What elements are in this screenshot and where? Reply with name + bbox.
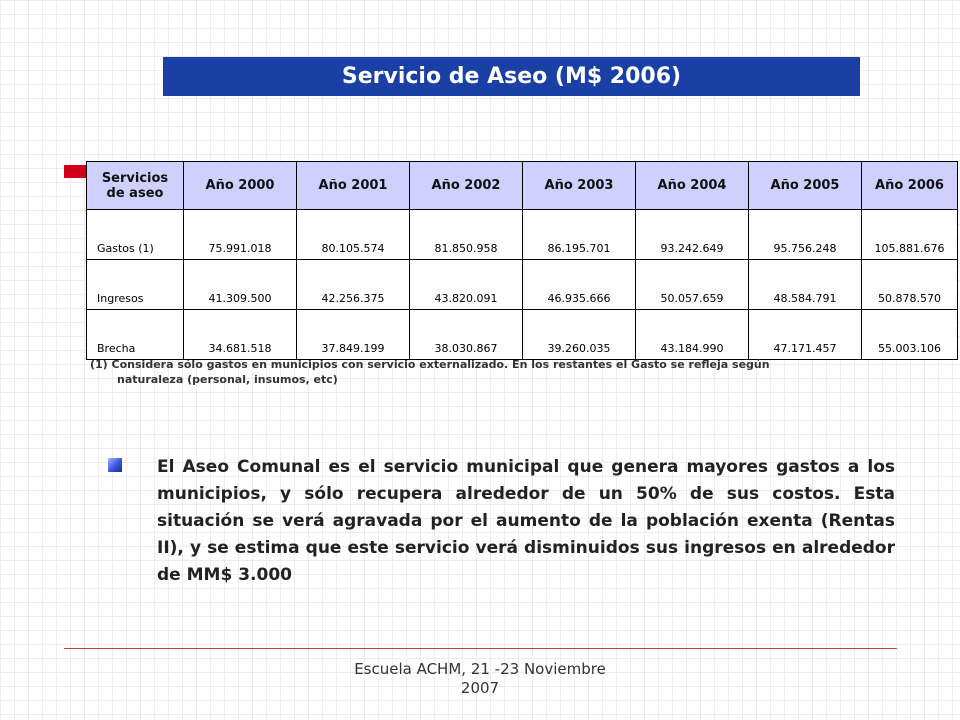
accent-bar: [64, 165, 86, 178]
table-cell: 105.881.676: [862, 210, 958, 260]
footnote: [90, 357, 930, 387]
table-cell: 47.171.457: [749, 310, 862, 360]
body-paragraph: El Aseo Comunal es el servicio municipal que genera mayores gastos a los municipios, y sólo recupera alrededor de un 50% de sus costos. Esta situación se verá agravada por el aumento de la población exenta (Rentas II), y se estima que este servicio verá disminuidos sus ingresos en alrededor de MM$ 3.000: [157, 457, 895, 585]
table-cell: 81.850.958: [410, 210, 523, 260]
footer: [330, 660, 630, 698]
table-row: [87, 310, 958, 360]
footnote-line-1: (1) Considera sólo gastos en municipios con servicio externalizado. En los restantes el Gasto se refleja según: [90, 358, 770, 371]
header-2002: Año 2002: [410, 162, 523, 210]
row-label: Ingresos: [87, 260, 184, 310]
table-cell: 55.003.106: [862, 310, 958, 360]
footnote-line-2: naturaleza (personal, insumos, etc): [117, 373, 338, 386]
table-cell: 42.256.375: [297, 260, 410, 310]
footer-line-1: Escuela ACHM, 21 -23 Noviembre: [354, 660, 606, 678]
row-label: Gastos (1): [87, 210, 184, 260]
table-cell: 38.030.867: [410, 310, 523, 360]
row-label: Brecha: [87, 310, 184, 360]
table-cell: 48.584.791: [749, 260, 862, 310]
table-cell: 80.105.574: [297, 210, 410, 260]
table-cell: 95.756.248: [749, 210, 862, 260]
table-row: [87, 210, 958, 260]
table-cell: 46.935.666: [523, 260, 636, 310]
table-cell: 41.309.500: [184, 260, 297, 310]
table-cell: 37.849.199: [297, 310, 410, 360]
aseo-table: [86, 161, 958, 360]
header-2004: Año 2004: [636, 162, 749, 210]
footer-divider: [64, 648, 897, 649]
table-cell: 50.878.570: [862, 260, 958, 310]
header-2003: Año 2003: [523, 162, 636, 210]
footer-line-2: 2007: [460, 679, 500, 697]
table-cell: 86.195.701: [523, 210, 636, 260]
table-cell: 75.991.018: [184, 210, 297, 260]
header-2001: Año 2001: [297, 162, 410, 210]
header-2005: Año 2005: [749, 162, 862, 210]
slide-title-text: Servicio de Aseo (M$ 2006): [341, 64, 682, 89]
header-2000: Año 2000: [184, 162, 297, 210]
header-servicios: Servicios de aseo: [87, 162, 184, 210]
header-2006: Año 2006: [862, 162, 958, 210]
slide-title: [163, 57, 860, 96]
table-cell: 34.681.518: [184, 310, 297, 360]
bullet-icon: [108, 458, 122, 472]
table-cell: 43.820.091: [410, 260, 523, 310]
table-cell: 50.057.659: [636, 260, 749, 310]
table-cell: 93.242.649: [636, 210, 749, 260]
table-cell: 39.260.035: [523, 310, 636, 360]
table-header-row: [87, 162, 958, 210]
table-cell: 43.184.990: [636, 310, 749, 360]
table-row: [87, 260, 958, 310]
